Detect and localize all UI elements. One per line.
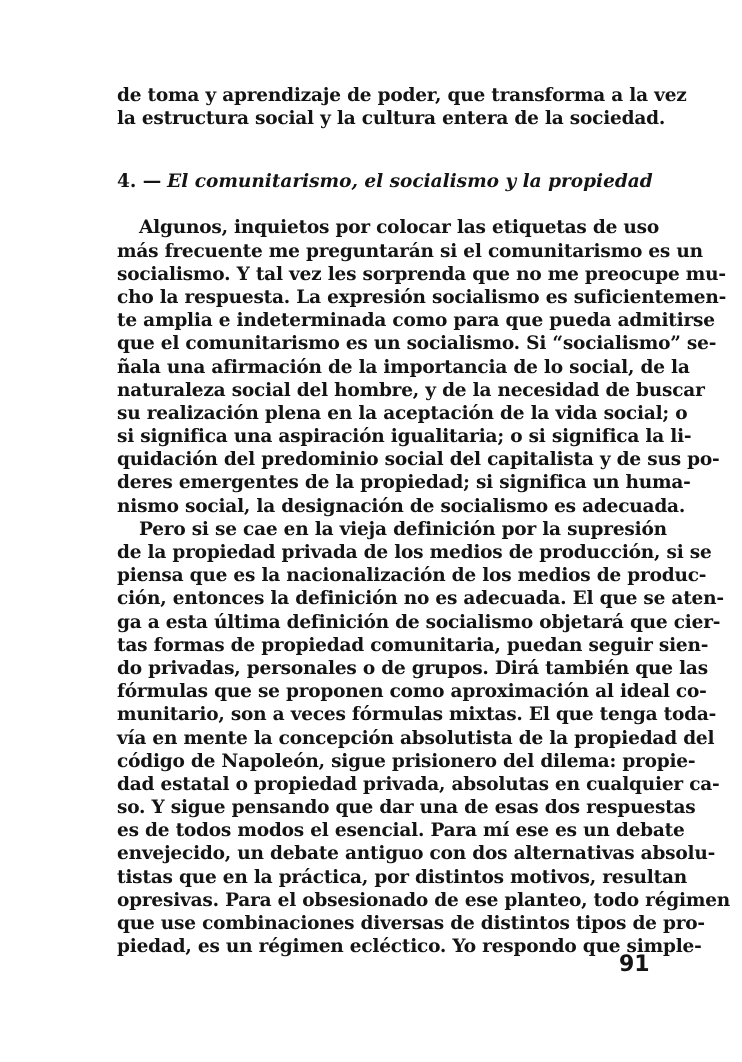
text-line: envejecido, un debate antiguo con dos alternativas absolu-	[117, 843, 716, 865]
text-line: ga a esta última definición de socialismo objetará que cier-	[117, 611, 721, 633]
text-line: ción, entonces la definición no es adecuada. El que se aten-	[117, 588, 724, 610]
section-heading	[117, 170, 652, 194]
text-line: de toma y aprendizaje de poder, que transforma a la vez	[117, 85, 687, 106]
text-line: si significa una aspiración igualitaria; o si significa la li-	[117, 426, 692, 448]
text-line: munitario, son a veces fórmulas mixtas. El que tenga toda-	[117, 704, 717, 726]
text-line: ñala una afirmación de la importancia de lo social, de la	[117, 356, 690, 378]
text-line: que el comunitarismo es un socialismo. Si “socialismo” se-	[117, 333, 717, 355]
text-line: naturaleza social del hombre, y de la necesidad de buscar	[117, 379, 705, 401]
text-line: tistas que en la práctica, por distintos motivos, resultan	[117, 866, 688, 888]
text-line: que use combinaciones diversas de distintos tipos de pro-	[117, 913, 705, 934]
text-line: piedad, es un régimen ecléctico. Yo respondo que simple-	[117, 936, 702, 958]
text-line: vía en mente la concepción absolutista de la propiedad del	[117, 727, 715, 749]
text-line: socialismo. Y tal vez les sorprenda que no me preocupe mu-	[117, 263, 726, 285]
text-line: do privadas, personales o de grupos. Dirá también que las	[117, 657, 708, 679]
text-line: fórmulas que se proponen como aproximación al ideal co-	[117, 681, 707, 703]
text-line: deres emergentes de la propiedad; si significa un huma-	[117, 472, 691, 494]
paragraph-1	[117, 216, 727, 517]
text-line: cho la respuesta. La expresión socialismo es suficientemen-	[117, 286, 727, 308]
text-line: tas formas de propiedad comunitaria, puedan seguir sien-	[117, 634, 709, 656]
text-line: es de todos modos el esencial. Para mí ese es un debate	[117, 820, 685, 842]
page-body	[117, 84, 731, 958]
text-line: dad estatal o propiedad privada, absolutas en cualquier ca-	[117, 773, 720, 795]
page-number: 91	[619, 952, 650, 977]
text-line: de la propiedad privada de los medios de producción, si se	[117, 542, 712, 563]
text-line: so. Y sigue pensando que dar una de esas dos respuestas	[117, 797, 696, 819]
text-line: código de Napoleón, sigue prisionero del dilema: propie-	[117, 750, 696, 772]
text-line: piensa que es la nacionalización de los medios de produc-	[117, 565, 707, 587]
section-number: 4. —	[117, 171, 162, 193]
continuation-paragraph	[117, 84, 687, 130]
text-line: Algunos, inquietos por colocar las etiquetas de uso	[139, 217, 660, 239]
text-line: más frecuente me preguntarán si el comunitarismo es un	[117, 240, 703, 262]
section-title: El comunitarismo, el socialismo y la propiedad	[167, 171, 653, 193]
text-line: te amplia e indeterminada como para que pueda admitirse	[117, 310, 715, 332]
paragraph-2	[117, 518, 731, 959]
text-line: nismo social, la designación de socialismo es adecuada.	[117, 495, 686, 517]
text-line: quidación del predominio social del capitalista y de sus po-	[117, 449, 720, 471]
text-line: Pero si se cae en la vieja definición por la supresión	[139, 518, 667, 540]
text-line: su realización plena en la aceptación de la vida social; o	[117, 402, 688, 424]
text-line: la estructura social y la cultura entera de la sociedad.	[117, 108, 666, 130]
text-line: opresivas. Para el obsesionado de ese planteo, todo régimen	[117, 889, 731, 911]
